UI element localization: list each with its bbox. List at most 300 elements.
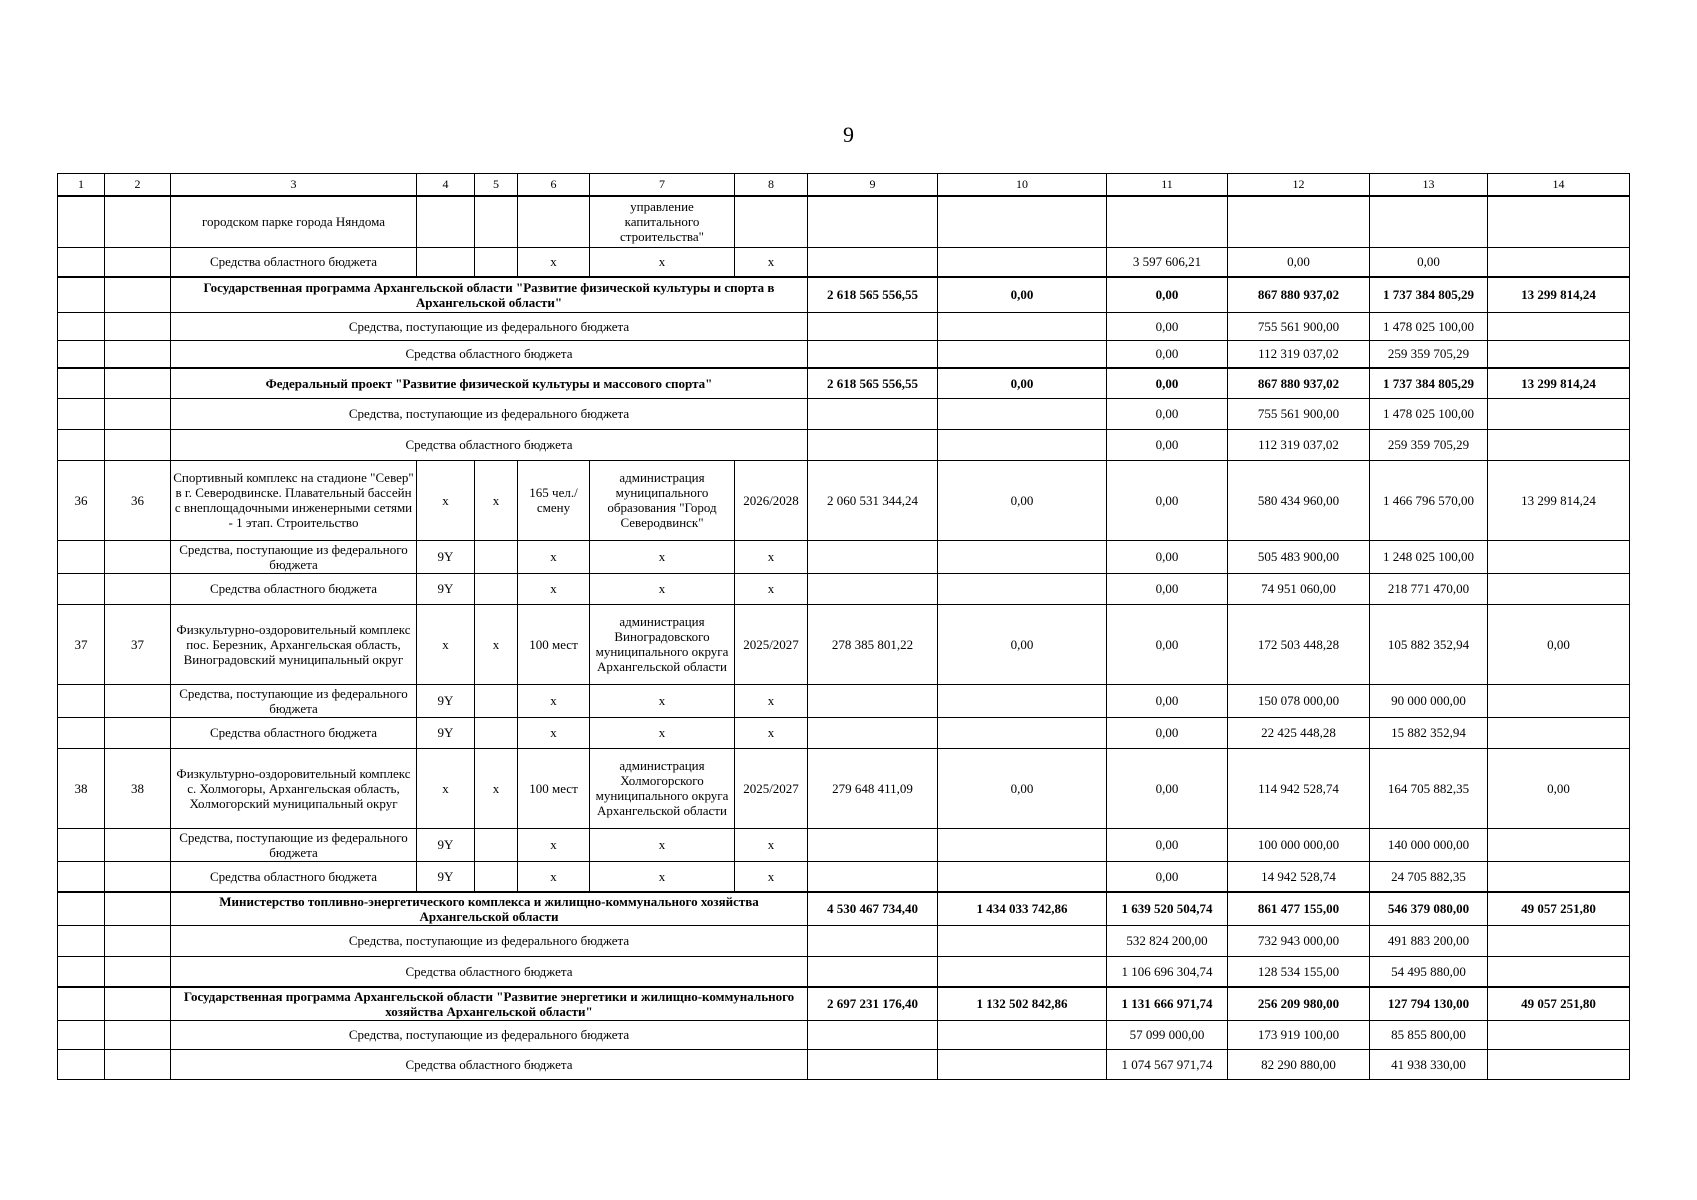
cell-7: х — [590, 861, 735, 892]
cell-name: Средства, поступающие из федерального бюджета — [171, 1020, 808, 1049]
cell-12: 22 425 448,28 — [1228, 717, 1370, 748]
cell-12: 128 534 155,00 — [1228, 956, 1370, 987]
cell-11: 0,00 — [1107, 861, 1228, 892]
cell-code — [105, 717, 171, 748]
cell-13: 127 794 130,00 — [1370, 987, 1488, 1020]
cell-13: 90 000 000,00 — [1370, 684, 1488, 717]
cell-num — [58, 573, 105, 604]
cell-5: х — [475, 460, 518, 540]
cell-12: 14 942 528,74 — [1228, 861, 1370, 892]
cell-13: 1 478 025 100,00 — [1370, 312, 1488, 340]
cell-12: 867 880 937,02 — [1228, 368, 1370, 398]
cell-12: 150 078 000,00 — [1228, 684, 1370, 717]
cell-13: 164 705 882,35 — [1370, 748, 1488, 828]
cell-9: 279 648 411,09 — [808, 748, 938, 828]
cell-11: 0,00 — [1107, 684, 1228, 717]
cell-name: Средства, поступающие из федерального бюджета — [171, 540, 417, 573]
table-row — [58, 573, 1630, 604]
cell-13: 0,00 — [1370, 247, 1488, 277]
header-cell-5: 5 — [475, 174, 518, 197]
cell-12: 732 943 000,00 — [1228, 925, 1370, 956]
cell-11: 0,00 — [1107, 398, 1228, 429]
cell-code — [105, 573, 171, 604]
cell-9 — [808, 540, 938, 573]
table-row — [58, 987, 1630, 1020]
cell-6: х — [518, 684, 590, 717]
cell-8: х — [735, 828, 808, 861]
cell-7: х — [590, 828, 735, 861]
cell-14 — [1488, 717, 1630, 748]
cell-4: х — [417, 460, 475, 540]
table-row — [58, 247, 1630, 277]
cell-11: 57 099 000,00 — [1107, 1020, 1228, 1049]
header-cell-13: 13 — [1370, 174, 1488, 197]
cell-11: 3 597 606,21 — [1107, 247, 1228, 277]
cell-14 — [1488, 429, 1630, 460]
cell-12: 505 483 900,00 — [1228, 540, 1370, 573]
table-row — [58, 1020, 1630, 1049]
table-row — [58, 604, 1630, 684]
cell-code — [105, 925, 171, 956]
cell-14 — [1488, 196, 1630, 247]
cell-9 — [808, 684, 938, 717]
cell-9: 2 618 565 556,55 — [808, 368, 938, 398]
cell-num — [58, 398, 105, 429]
cell-num — [58, 956, 105, 987]
cell-name: Федеральный проект "Развитие физической культуры и массового спорта" — [171, 368, 808, 398]
cell-9: 2 697 231 176,40 — [808, 987, 938, 1020]
cell-6: х — [518, 861, 590, 892]
cell-num — [58, 861, 105, 892]
table-row — [58, 684, 1630, 717]
cell-12: 114 942 528,74 — [1228, 748, 1370, 828]
cell-4: х — [417, 748, 475, 828]
cell-14: 49 057 251,80 — [1488, 987, 1630, 1020]
cell-num — [58, 340, 105, 368]
cell-14 — [1488, 340, 1630, 368]
header-row — [58, 174, 1630, 197]
cell-10 — [938, 861, 1107, 892]
cell-code — [105, 892, 171, 925]
cell-5 — [475, 861, 518, 892]
table-row — [58, 340, 1630, 368]
cell-11: 0,00 — [1107, 748, 1228, 828]
cell-13: 1 466 796 570,00 — [1370, 460, 1488, 540]
cell-12: 112 319 037,02 — [1228, 429, 1370, 460]
cell-11: 1 639 520 504,74 — [1107, 892, 1228, 925]
cell-10 — [938, 247, 1107, 277]
cell-name: Министерство топливно-энергетического комплекса и жилищно-коммунального хозяйства Архангельской области — [171, 892, 808, 925]
cell-num — [58, 717, 105, 748]
cell-executor: управление капитального строительства" — [590, 196, 735, 247]
cell-12: 861 477 155,00 — [1228, 892, 1370, 925]
cell-11: 0,00 — [1107, 340, 1228, 368]
cell-10 — [938, 398, 1107, 429]
cell-9: 2 618 565 556,55 — [808, 277, 938, 312]
cell-10 — [938, 340, 1107, 368]
cell-10 — [938, 429, 1107, 460]
cell-8: х — [735, 861, 808, 892]
cell-12: 755 561 900,00 — [1228, 312, 1370, 340]
cell-num — [58, 925, 105, 956]
cell-name: Средства областного бюджета — [171, 956, 808, 987]
cell-6 — [518, 196, 590, 247]
cell-6: х — [518, 828, 590, 861]
cell-name: Средства областного бюджета — [171, 861, 417, 892]
cell-14: 13 299 814,24 — [1488, 277, 1630, 312]
cell-10 — [938, 540, 1107, 573]
cell-11: 0,00 — [1107, 717, 1228, 748]
table-row — [58, 277, 1630, 312]
cell-13: 546 379 080,00 — [1370, 892, 1488, 925]
cell-num — [58, 196, 105, 247]
cell-9: 278 385 801,22 — [808, 604, 938, 684]
cell-10 — [938, 684, 1107, 717]
cell-10 — [938, 956, 1107, 987]
cell-code: 37 — [105, 604, 171, 684]
cell-7: х — [590, 717, 735, 748]
table-row — [58, 861, 1630, 892]
cell-11: 0,00 — [1107, 604, 1228, 684]
table-row — [58, 828, 1630, 861]
cell-9 — [808, 717, 938, 748]
cell-14 — [1488, 956, 1630, 987]
cell-name: Физкультурно-оздоровительный комплекс с. Холмогоры, Архангельская область, Холмогорский муниципальный округ — [171, 748, 417, 828]
cell-11: 532 824 200,00 — [1107, 925, 1228, 956]
cell-11: 0,00 — [1107, 828, 1228, 861]
cell-11: 0,00 — [1107, 312, 1228, 340]
cell-9 — [808, 247, 938, 277]
cell-11: 0,00 — [1107, 540, 1228, 573]
cell-11: 0,00 — [1107, 573, 1228, 604]
cell-9 — [808, 1020, 938, 1049]
cell-name: Средства, поступающие из федерального бюджета — [171, 925, 808, 956]
cell-14 — [1488, 540, 1630, 573]
cell-14 — [1488, 573, 1630, 604]
cell-7: х — [590, 247, 735, 277]
cell-8: х — [735, 684, 808, 717]
cell-5: х — [475, 748, 518, 828]
cell-10 — [938, 1020, 1107, 1049]
cell-5 — [475, 540, 518, 573]
header-cell-7: 7 — [590, 174, 735, 197]
table-row — [58, 1049, 1630, 1079]
table-row — [58, 460, 1630, 540]
cell-13: 41 938 330,00 — [1370, 1049, 1488, 1079]
cell-4: 9Y — [417, 540, 475, 573]
header-cell-2: 2 — [105, 174, 171, 197]
cell-13: 491 883 200,00 — [1370, 925, 1488, 956]
cell-num — [58, 987, 105, 1020]
cell-10 — [938, 717, 1107, 748]
cell-5 — [475, 828, 518, 861]
table-header — [58, 174, 1630, 197]
cell-4: х — [417, 604, 475, 684]
cell-code — [105, 340, 171, 368]
cell-code — [105, 828, 171, 861]
cell-13: 259 359 705,29 — [1370, 340, 1488, 368]
cell-8: 2026/2028 — [735, 460, 808, 540]
cell-num — [58, 277, 105, 312]
header-cell-3: 3 — [171, 174, 417, 197]
table-row — [58, 196, 1630, 247]
cell-14 — [1488, 861, 1630, 892]
cell-12: 256 209 980,00 — [1228, 987, 1370, 1020]
cell-14 — [1488, 1020, 1630, 1049]
cell-8: х — [735, 573, 808, 604]
cell-executor: администрация Холмогорского муниципального округа Архангельской области — [590, 748, 735, 828]
cell-num — [58, 312, 105, 340]
cell-9 — [808, 340, 938, 368]
cell-14 — [1488, 312, 1630, 340]
cell-code — [105, 1020, 171, 1049]
cell-5 — [475, 717, 518, 748]
cell-9 — [808, 398, 938, 429]
cell-11: 0,00 — [1107, 460, 1228, 540]
cell-13: 1 737 384 805,29 — [1370, 277, 1488, 312]
cell-name: Средства областного бюджета — [171, 573, 417, 604]
header-cell-8: 8 — [735, 174, 808, 197]
cell-name: Средства, поступающие из федерального бюджета — [171, 828, 417, 861]
cell-code — [105, 684, 171, 717]
cell-code — [105, 987, 171, 1020]
cell-8: х — [735, 717, 808, 748]
header-cell-11: 11 — [1107, 174, 1228, 197]
cell-14 — [1488, 247, 1630, 277]
cell-11: 1 074 567 971,74 — [1107, 1049, 1228, 1079]
cell-name: Средства областного бюджета — [171, 429, 808, 460]
cell-4: 9Y — [417, 828, 475, 861]
cell-name: Средства областного бюджета — [171, 717, 417, 748]
cell-13: 1 737 384 805,29 — [1370, 368, 1488, 398]
cell-code — [105, 368, 171, 398]
cell-12: 112 319 037,02 — [1228, 340, 1370, 368]
cell-10 — [938, 573, 1107, 604]
cell-4 — [417, 196, 475, 247]
cell-9 — [808, 573, 938, 604]
cell-9 — [808, 956, 938, 987]
cell-13: 105 882 352,94 — [1370, 604, 1488, 684]
cell-12: 867 880 937,02 — [1228, 277, 1370, 312]
cell-13: 1 478 025 100,00 — [1370, 398, 1488, 429]
cell-num — [58, 540, 105, 573]
cell-6: х — [518, 540, 590, 573]
cell-name: Средства областного бюджета — [171, 247, 417, 277]
header-cell-6: 6 — [518, 174, 590, 197]
cell-8: 2025/2027 — [735, 604, 808, 684]
table-row — [58, 429, 1630, 460]
table-row — [58, 956, 1630, 987]
cell-13: 15 882 352,94 — [1370, 717, 1488, 748]
cell-14 — [1488, 398, 1630, 429]
cell-14: 49 057 251,80 — [1488, 892, 1630, 925]
cell-num — [58, 892, 105, 925]
cell-11: 1 131 666 971,74 — [1107, 987, 1228, 1020]
cell-13 — [1370, 196, 1488, 247]
cell-executor: администрация Виноградовского муниципального округа Архангельской области — [590, 604, 735, 684]
cell-4: 9Y — [417, 573, 475, 604]
cell-13: 259 359 705,29 — [1370, 429, 1488, 460]
cell-num: 37 — [58, 604, 105, 684]
cell-code: 36 — [105, 460, 171, 540]
cell-5 — [475, 196, 518, 247]
cell-12: 82 290 880,00 — [1228, 1049, 1370, 1079]
cell-12: 580 434 960,00 — [1228, 460, 1370, 540]
cell-num — [58, 828, 105, 861]
cell-12: 0,00 — [1228, 247, 1370, 277]
cell-6: х — [518, 717, 590, 748]
table-row — [58, 540, 1630, 573]
cell-10: 1 132 502 842,86 — [938, 987, 1107, 1020]
cell-name: Спортивный комплекс на стадионе "Север" в г. Северодвинске. Плавательный бассейн с внеплощадочными инженерными сетями - 1 этап. Строительство — [171, 460, 417, 540]
cell-10: 0,00 — [938, 604, 1107, 684]
cell-num — [58, 247, 105, 277]
header-cell-14: 14 — [1488, 174, 1630, 197]
cell-10 — [938, 196, 1107, 247]
cell-code — [105, 429, 171, 460]
table-body — [58, 196, 1630, 1079]
cell-name: Средства областного бюджета — [171, 1049, 808, 1079]
cell-name: Средства, поступающие из федерального бюджета — [171, 398, 808, 429]
cell-num — [58, 368, 105, 398]
table-row — [58, 748, 1630, 828]
cell-9 — [808, 925, 938, 956]
cell-13: 1 248 025 100,00 — [1370, 540, 1488, 573]
cell-6: 165 чел./смену — [518, 460, 590, 540]
cell-13: 140 000 000,00 — [1370, 828, 1488, 861]
cell-14: 13 299 814,24 — [1488, 368, 1630, 398]
cell-10: 0,00 — [938, 460, 1107, 540]
cell-5 — [475, 684, 518, 717]
cell-name: Государственная программа Архангельской области "Развитие энергетики и жилищно-коммунального хозяйства Архангельской области" — [171, 987, 808, 1020]
cell-14: 0,00 — [1488, 604, 1630, 684]
cell-code — [105, 1049, 171, 1079]
cell-10: 0,00 — [938, 748, 1107, 828]
cell-10: 0,00 — [938, 277, 1107, 312]
cell-8: х — [735, 540, 808, 573]
cell-11: 0,00 — [1107, 368, 1228, 398]
cell-12: 100 000 000,00 — [1228, 828, 1370, 861]
cell-12 — [1228, 196, 1370, 247]
cell-14: 0,00 — [1488, 748, 1630, 828]
cell-name: Физкультурно-оздоровительный комплекс пос. Березник, Архангельская область, Виноградовский муниципальный округ — [171, 604, 417, 684]
cell-name: Средства, поступающие из федерального бюджета — [171, 684, 417, 717]
cell-name: городском парке города Няндома — [171, 196, 417, 247]
table-row — [58, 368, 1630, 398]
cell-10: 0,00 — [938, 368, 1107, 398]
cell-4: 9Y — [417, 717, 475, 748]
cell-5 — [475, 247, 518, 277]
cell-12: 74 951 060,00 — [1228, 573, 1370, 604]
cell-5: х — [475, 604, 518, 684]
cell-14: 13 299 814,24 — [1488, 460, 1630, 540]
cell-5 — [475, 573, 518, 604]
cell-9 — [808, 861, 938, 892]
cell-13: 24 705 882,35 — [1370, 861, 1488, 892]
header-cell-4: 4 — [417, 174, 475, 197]
cell-8: 2025/2027 — [735, 748, 808, 828]
cell-11: 1 106 696 304,74 — [1107, 956, 1228, 987]
cell-executor: администрация муниципального образования "Город Северодвинск" — [590, 460, 735, 540]
cell-14 — [1488, 828, 1630, 861]
cell-10 — [938, 828, 1107, 861]
cell-6: 100 мест — [518, 604, 590, 684]
table-row — [58, 892, 1630, 925]
cell-num — [58, 429, 105, 460]
cell-7: х — [590, 684, 735, 717]
cell-4 — [417, 247, 475, 277]
table-row — [58, 398, 1630, 429]
cell-code — [105, 312, 171, 340]
page-number: 9 — [843, 122, 854, 147]
cell-6: 100 мест — [518, 748, 590, 828]
cell-6: х — [518, 247, 590, 277]
header-cell-1: 1 — [58, 174, 105, 197]
cell-num: 36 — [58, 460, 105, 540]
cell-4: 9Y — [417, 684, 475, 717]
cell-9: 2 060 531 344,24 — [808, 460, 938, 540]
cell-7: х — [590, 540, 735, 573]
cell-8 — [735, 196, 808, 247]
cell-12: 172 503 448,28 — [1228, 604, 1370, 684]
cell-code — [105, 398, 171, 429]
cell-code — [105, 196, 171, 247]
cell-name: Средства областного бюджета — [171, 340, 808, 368]
cell-9: 4 530 467 734,40 — [808, 892, 938, 925]
cell-code: 38 — [105, 748, 171, 828]
cell-num — [58, 1049, 105, 1079]
cell-code — [105, 247, 171, 277]
cell-10: 1 434 033 742,86 — [938, 892, 1107, 925]
cell-14 — [1488, 925, 1630, 956]
cell-8: х — [735, 247, 808, 277]
cell-num: 38 — [58, 748, 105, 828]
header-cell-10: 10 — [938, 174, 1107, 197]
budget-table — [57, 173, 1630, 1080]
cell-9 — [808, 196, 938, 247]
cell-13: 218 771 470,00 — [1370, 573, 1488, 604]
cell-num — [58, 1020, 105, 1049]
cell-code — [105, 540, 171, 573]
cell-11: 0,00 — [1107, 429, 1228, 460]
header-cell-9: 9 — [808, 174, 938, 197]
cell-12: 173 919 100,00 — [1228, 1020, 1370, 1049]
cell-9 — [808, 312, 938, 340]
cell-9 — [808, 1049, 938, 1079]
cell-4: 9Y — [417, 861, 475, 892]
cell-10 — [938, 312, 1107, 340]
header-cell-12: 12 — [1228, 174, 1370, 197]
cell-14 — [1488, 1049, 1630, 1079]
cell-name: Средства, поступающие из федерального бюджета — [171, 312, 808, 340]
cell-6: х — [518, 573, 590, 604]
cell-name: Государственная программа Архангельской области "Развитие физической культуры и спорта в Архангельской области" — [171, 277, 808, 312]
table-row — [58, 717, 1630, 748]
table-row — [58, 312, 1630, 340]
cell-10 — [938, 1049, 1107, 1079]
cell-num — [58, 684, 105, 717]
cell-9 — [808, 828, 938, 861]
cell-9 — [808, 429, 938, 460]
cell-10 — [938, 925, 1107, 956]
cell-code — [105, 956, 171, 987]
cell-14 — [1488, 684, 1630, 717]
cell-13: 54 495 880,00 — [1370, 956, 1488, 987]
table-row — [58, 925, 1630, 956]
cell-13: 85 855 800,00 — [1370, 1020, 1488, 1049]
cell-code — [105, 277, 171, 312]
cell-12: 755 561 900,00 — [1228, 398, 1370, 429]
